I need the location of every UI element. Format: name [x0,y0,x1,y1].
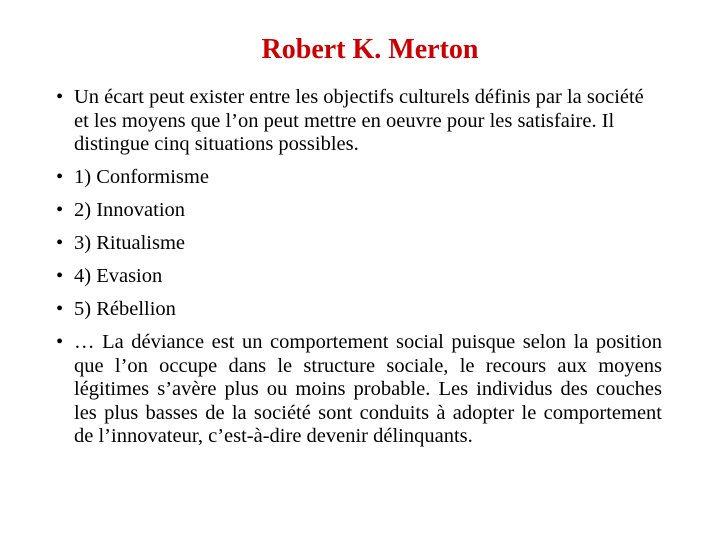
bullet-text: 1) Conformisme [74,166,209,188]
bullet-icon: • [56,232,64,254]
bullet-item [50,166,662,190]
bullet-item [50,298,662,322]
bullet-item [50,331,662,449]
slide-title: Robert K. Merton [261,34,479,65]
bullet-list [50,86,662,449]
bullet-item [50,232,662,256]
bullet-text: 4) Evasion [74,265,163,287]
bullet-icon: • [56,331,64,353]
bullet-icon: • [56,265,64,287]
bullet-icon: • [56,166,64,188]
bullet-item [50,199,662,223]
bullet-item [50,86,662,157]
bullet-item [50,265,662,289]
bullet-icon: • [56,298,64,320]
bullet-text: 3) Ritualisme [74,232,186,254]
bullet-icon: • [56,199,64,221]
bullet-text: Un écart peut exister entre les objectifs culturels définis par la société et les moyens que l’on peut mettre en oeuvre pour les satisfaire. Il distingue cinq situations possibles. [74,86,644,155]
bullet-text: 5) Rébellion [74,298,176,320]
bullet-text: 2) Innovation [74,199,186,221]
bullet-icon: • [56,86,64,108]
bullet-text: … La déviance est un comportement social puisque selon la position que l’on occupe dans le structure sociale, le recours aux moyens légitimes s’avère plus ou moins probable. Les individus des couches les plus basses de la société sont conduits à adopter le comportement de l’innovateur, c’est-à-dire devenir délinquants. [74,331,662,447]
